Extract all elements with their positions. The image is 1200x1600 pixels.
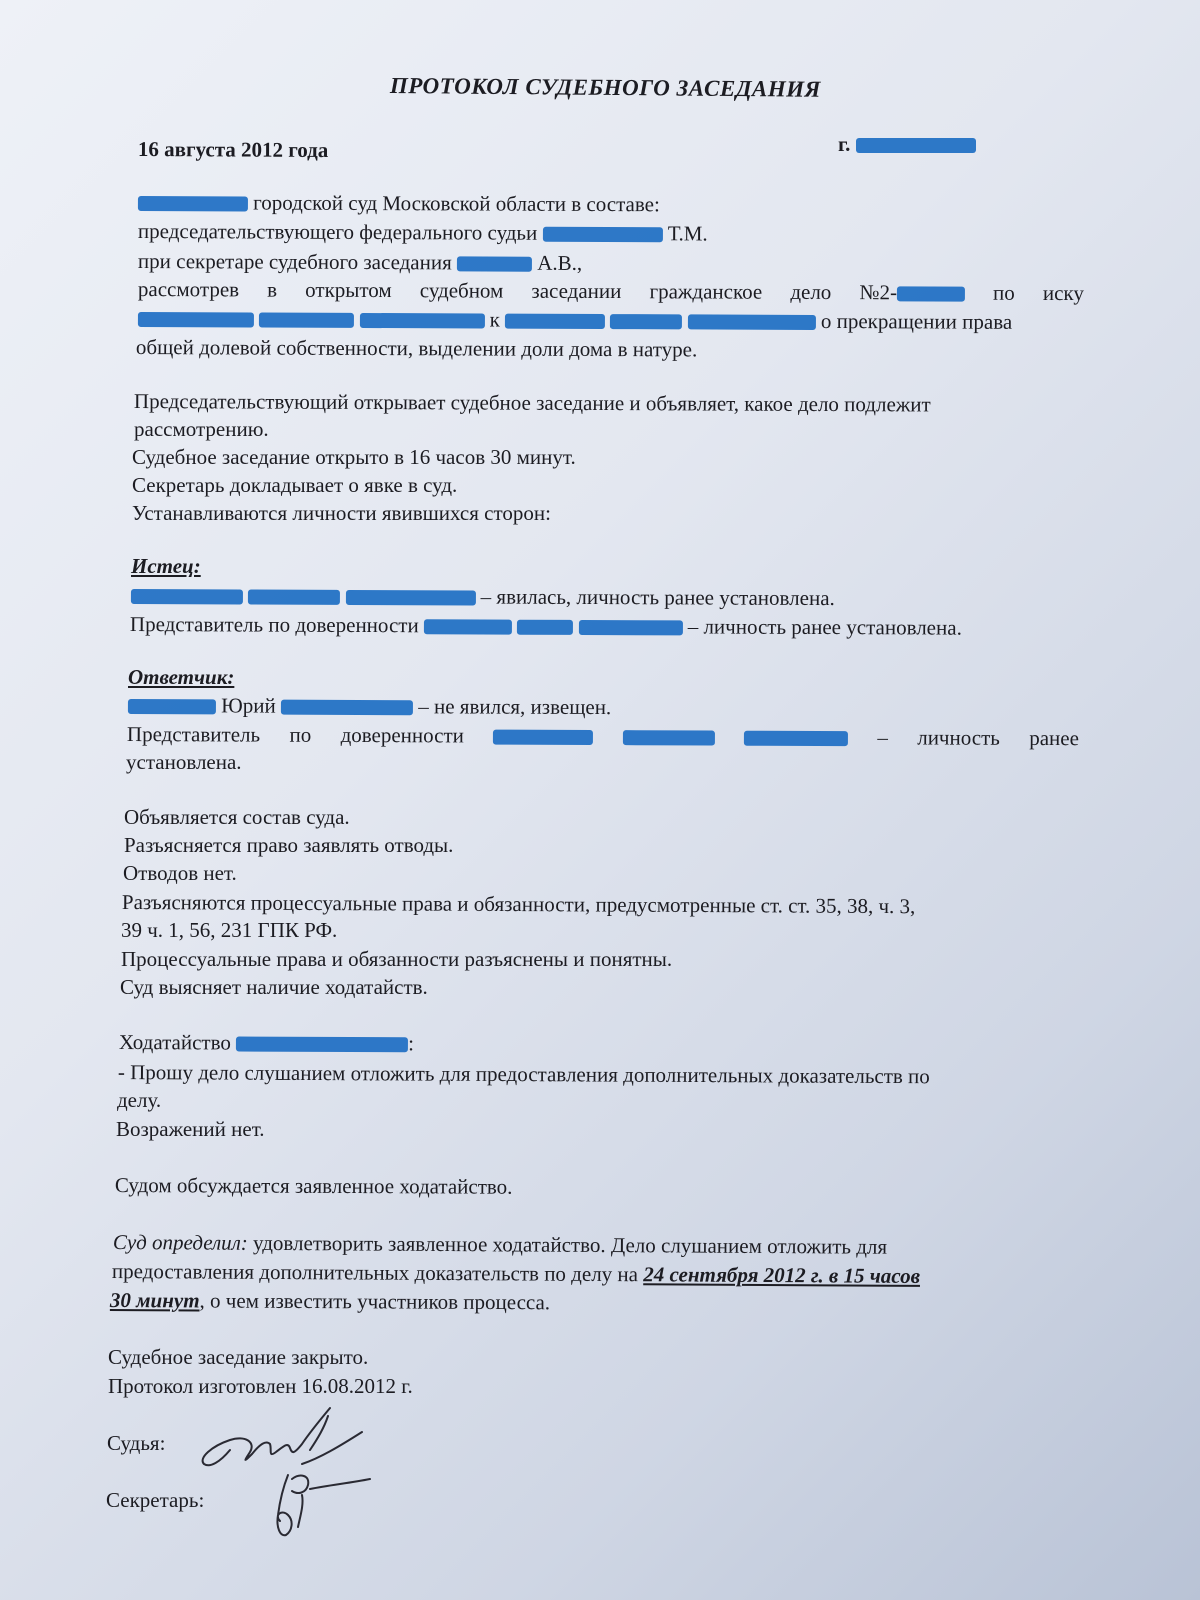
case-word: заседании: [531, 278, 622, 304]
redacted-defendant-name: [610, 314, 682, 329]
intro-judge: [138, 218, 708, 246]
case-word: дело: [790, 279, 832, 305]
plaintiff-label: Истец:: [131, 554, 201, 578]
defendant-rep-line2: установлена.: [126, 750, 242, 774]
document-date: 16 августа 2012 года: [137, 136, 329, 162]
defendant-status: – не явился, извещен.: [418, 694, 612, 720]
defendant-first-name: Юрий: [221, 693, 276, 718]
ruling-line1: [113, 1229, 887, 1260]
redacted-plaintiff-surname: [131, 589, 243, 604]
secretary-signature-label: Секретарь:: [106, 1488, 205, 1512]
motion-prefix: Ходатайство: [118, 1030, 231, 1055]
redacted-rep-patronymic: [578, 620, 682, 635]
redacted-defendant-patronymic: [688, 314, 816, 330]
defendant-rep-word: –: [877, 725, 888, 750]
defendant-rep-word: по: [289, 722, 312, 747]
redacted-defendant-surname: [128, 699, 216, 714]
plaintiff-rep-status: – личность ранее установлена.: [687, 614, 962, 640]
opening-line: Устанавливаются личности явившихся сторон:: [132, 501, 551, 525]
secretary-prefix: при секретаре судебного заседания: [137, 248, 452, 275]
redacted-case-number: [897, 286, 965, 301]
closing-line: Протокол изготовлен 16.08.2012 г.: [108, 1374, 413, 1398]
redacted-plaintiff-patronymic: [359, 313, 484, 329]
procedure-line: Суд выясняет наличие ходатайств.: [120, 975, 428, 999]
defendant-rep-word: ранее: [1029, 725, 1079, 751]
case-word: судебном: [419, 278, 504, 303]
ruling-new-date: 24 сентября 2012 г. в 15 часов: [643, 1262, 921, 1288]
ruling-line2: [112, 1258, 920, 1289]
document-city: [838, 131, 976, 157]
case-number: №2-: [859, 279, 965, 305]
defendant-rep-line: [127, 721, 1079, 751]
redacted-defendant-patronymic: [281, 700, 413, 716]
motion-line: [119, 1029, 414, 1056]
ruling-label: Суд определил:: [112, 1230, 248, 1255]
plaintiff-rep-prefix: Представитель по доверенности: [129, 612, 419, 638]
redacted-plaintiff-name: [248, 590, 340, 605]
secretary-signature: [240, 1455, 400, 1555]
plaintiff-rep-line: [130, 611, 962, 641]
redacted-judge-name: [542, 227, 662, 243]
intro-case-line: [138, 276, 1084, 306]
case-word: по: [993, 280, 1015, 305]
redacted-plaintiff-name: [259, 313, 354, 328]
procedure-line: Процессуальные права и обязанности разъяснены и понятны.: [121, 947, 673, 971]
defendant-label: Ответчик:: [128, 665, 235, 689]
redacted-city: [856, 138, 976, 153]
motion-line: - Прошу дело слушанием отложить для предоставления дополнительных доказательств по: [117, 1060, 930, 1089]
redacted-rep-surname: [493, 730, 593, 745]
defendant-rep-word: Представитель: [126, 722, 261, 747]
plaintiff-status: – явилась, личность ранее установлена.: [480, 584, 835, 611]
intro-case-line3: общей долевой собственности, выделении доли дома в натуре.: [135, 335, 698, 362]
defendant-rep-word: личность: [917, 725, 1000, 750]
redacted-rep-patronymic: [744, 731, 848, 746]
defendant-rep-word: доверенности: [340, 722, 465, 748]
motion-line: Возражений нет.: [116, 1117, 265, 1141]
plaintiff-line: [131, 582, 835, 611]
case-k: к: [489, 307, 500, 332]
court-suffix: городской суд Московской области в составе:: [253, 190, 660, 217]
judge-signature-label: Судья:: [107, 1431, 166, 1455]
defendant-line: [128, 692, 611, 720]
redacted-secretary-name: [457, 256, 532, 271]
opening-line: Судебное заседание открыто в 16 часов 30 минут.: [132, 445, 576, 469]
intro-court: [138, 189, 660, 217]
case-word: в: [267, 277, 278, 302]
redacted-motion-author: [236, 1037, 408, 1053]
redacted-rep-name: [517, 620, 573, 635]
discussion-line: Судом обсуждается заявленное ходатайство.: [114, 1173, 513, 1199]
opening-line: рассмотрению.: [134, 417, 269, 441]
ruling-text: предоставления дополнительных доказательств по делу на: [111, 1259, 639, 1287]
redacted-rep-surname: [424, 619, 512, 634]
motion-colon: :: [408, 1031, 415, 1056]
redacted-rep-name: [623, 730, 715, 745]
intro-case-parties: [138, 305, 1012, 335]
opening-line: Председательствующий открывает судебное заседание и объявляет, какое дело подлежит: [133, 389, 931, 417]
city-prefix: г.: [838, 132, 851, 156]
case-word: открытом: [305, 277, 392, 303]
judge-initials: Т.М.: [667, 221, 708, 246]
procedure-line: Отводов нет.: [123, 861, 237, 885]
intro-secretary: [138, 248, 582, 276]
redacted-defendant-surname: [505, 314, 605, 329]
secretary-initials: А.В.,: [537, 250, 583, 275]
ruling-line3: [110, 1287, 550, 1315]
case-word: гражданское: [649, 279, 763, 304]
document-title: ПРОТОКОЛ СУДЕБНОГО ЗАСЕДАНИЯ: [389, 73, 822, 102]
redacted-court-name: [138, 196, 248, 211]
judge-prefix: председательствующего федерального судьи: [137, 218, 538, 245]
procedure-line: Разъясняется право заявлять отводы.: [124, 833, 454, 857]
ruling-text: удовлетворить заявленное ходатайство. Дело слушанием отложить для: [253, 1230, 888, 1259]
ruling-text: , о чем известить участников процесса.: [199, 1288, 551, 1315]
case-word: рассмотрев: [137, 277, 240, 302]
redacted-plaintiff-surname: [138, 312, 254, 328]
procedure-line: 39 ч. 1, 56, 231 ГПК РФ.: [121, 918, 338, 942]
ruling-new-time: 30 минут: [109, 1288, 200, 1313]
redacted-plaintiff-patronymic: [345, 590, 475, 606]
procedure-line: Разъясняются процессуальные права и обязанности, предусмотренные ст. ст. 35, 38, ч. 3,: [121, 890, 916, 919]
procedure-line: Объявляется состав суда.: [124, 805, 350, 829]
closing-line: Судебное заседание закрыто.: [108, 1345, 369, 1369]
case-subject: о прекращении права: [820, 308, 1013, 334]
case-word: иску: [1042, 280, 1084, 306]
motion-line: делу.: [117, 1088, 162, 1112]
opening-line: Секретарь докладывает о явке в суд.: [132, 473, 458, 497]
